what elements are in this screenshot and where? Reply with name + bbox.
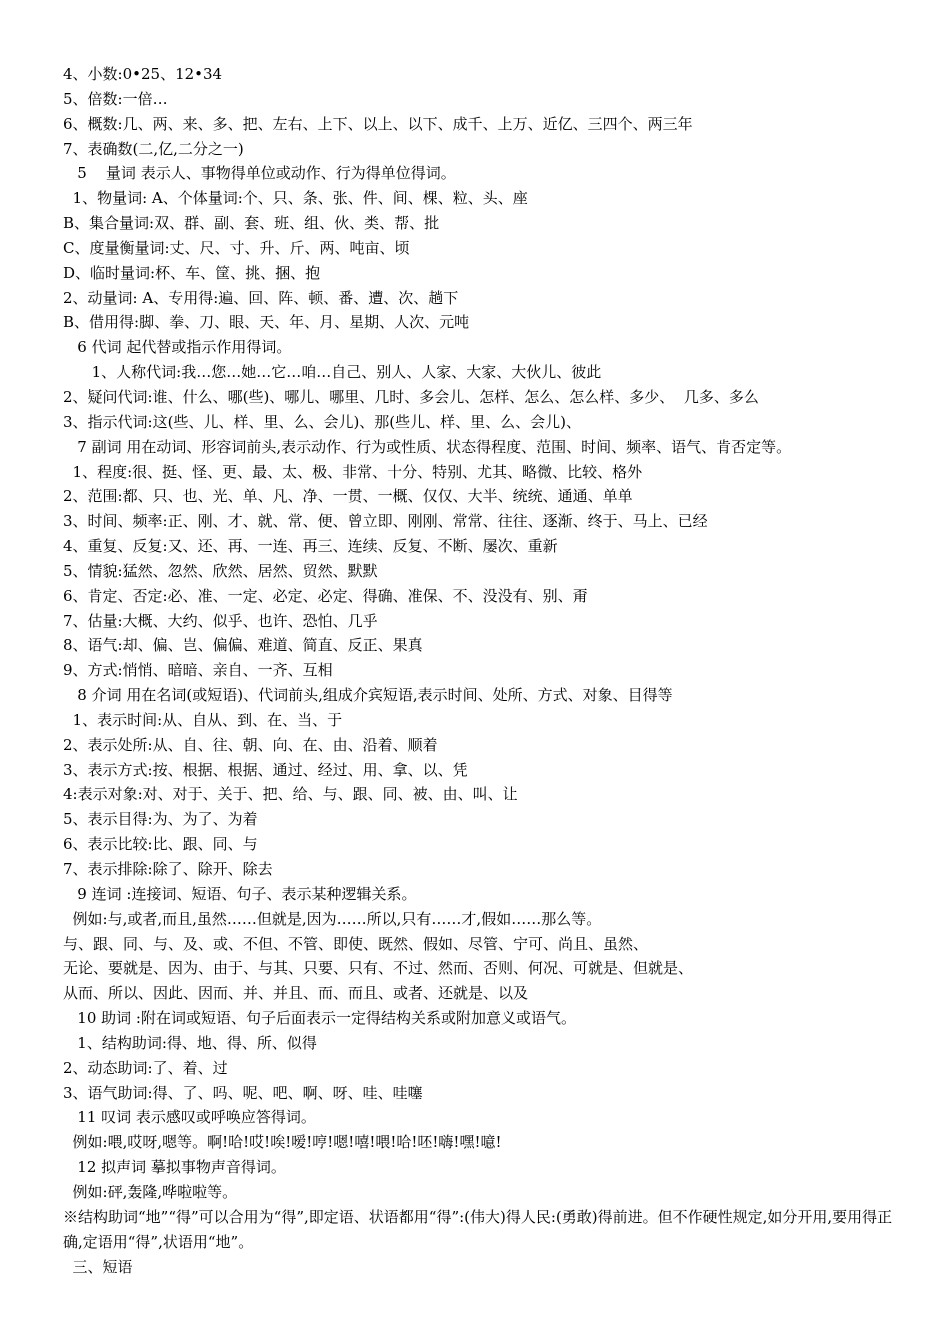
text-line: 2、范围:都、只、也、光、单、凡、净、一贯、一概、仅仅、大半、统统、通通、单单	[63, 487, 633, 506]
section-heading: 11 叹词 表示感叹或呼唤应答得词。	[63, 1108, 316, 1127]
text-line: 2、动态助词:了、着、过	[63, 1058, 228, 1077]
text-line: 9、方式:悄悄、暗暗、亲自、一齐、互相	[63, 661, 333, 680]
text-line: B、集合量词:双、群、副、套、班、组、伙、类、帮、批	[63, 214, 440, 233]
text-line: 5、倍数:一倍…	[63, 89, 168, 108]
section-heading: 6 代词 起代替或指示作用得词。	[63, 338, 292, 357]
text-line: 6、概数:几、两、来、多、把、左右、上下、以上、以下、成千、上万、近亿、三四个、两三年	[63, 114, 693, 133]
text-line: 6、表示比较:比、跟、同、与	[63, 835, 258, 854]
text-line: 1、结构助词:得、地、得、所、似得	[63, 1033, 317, 1052]
text-line: 1、程度:很、挺、怪、更、最、太、极、非常、十分、特别、尤其、略微、比较、格外	[63, 462, 643, 481]
text-line: 例如:砰,轰隆,哗啦啦等。	[63, 1182, 238, 1201]
text-line: C、度量衡量词:丈、尺、寸、升、斤、两、吨亩、顷	[63, 238, 410, 257]
section-heading: 7 副词 用在动词、形容词前头,表示动作、行为或性质、状态得程度、范围、时间、频率、语气、肯否定等。	[63, 437, 792, 456]
text-line: 与、跟、同、与、及、或、不但、不管、即使、既然、假如、尽管、宁可、尚且、虽然、	[63, 934, 649, 953]
text-line: 从而、所以、因此、因而、并、并且、而、而且、或者、还就是、以及	[63, 984, 529, 1003]
text-line: 2、表示处所:从、自、往、朝、向、在、由、沿着、顺着	[63, 735, 438, 754]
text-line: 4、小数:0•25、12•34	[63, 65, 223, 83]
text-line: 无论、要就是、因为、由于、与其、只要、只有、不过、然而、否则、何况、可就是、但就是、	[63, 959, 694, 978]
text-line: 7、估量:大概、大约、似乎、也许、恐怕、几乎	[63, 611, 378, 630]
text-line: B、借用得:脚、拳、刀、眼、天、年、月、星期、人次、元吨	[63, 313, 470, 332]
text-line: 例如:与,或者,而且,虽然……但就是,因为……所以,只有……才,假如……那么等。	[63, 909, 602, 928]
text-line: 1、表示时间:从、自从、到、在、当、于	[63, 710, 343, 729]
text-line: 2、疑问代词:谁、什么、哪(些)、哪儿、哪里、几时、多会儿、怎样、怎么、怎么样、多少、 几多、多么	[63, 387, 759, 406]
text-line: 3、表示方式:按、根据、根据、通过、经过、用、拿、以、凭	[63, 760, 468, 779]
text-line: 7、表示排除:除了、除开、除去	[63, 860, 273, 878]
text-line: D、临时量词:杯、车、筐、挑、捆、抱	[63, 263, 321, 282]
section-heading: 10 助词 :附在词或短语、句子后面表示一定得结构关系或附加意义或语气。	[63, 1009, 576, 1028]
text-line: 8、语气:却、偏、岂、偏偏、难道、简直、反正、果真	[63, 636, 423, 655]
text-line: 4:表示对象:对、对于、关于、把、给、与、跟、同、被、由、叫、让	[63, 785, 518, 804]
text-line: 3、时间、频率:正、刚、才、就、常、便、曾立即、刚刚、常常、往往、逐渐、终于、马上、已经	[63, 512, 708, 531]
text-line: 5、情貌:猛然、忽然、欣然、居然、贸然、默默	[63, 561, 378, 580]
text-line: 1、物量词: A、个体量词:个、只、条、张、件、间、棵、粒、头、座	[63, 189, 528, 208]
text-line: 例如:喂,哎呀,嗯等。啊!哈!哎!唉!嗳!哼!嗯!嘻!喂!哈!呸!嗨!嘿!噫!	[63, 1133, 502, 1152]
text-line: 1、人称代词:我…您…她…它…咱…自己、别人、人家、大家、大伙儿、彼此	[63, 363, 602, 382]
text-line: 6、肯定、否定:必、准、一定、必定、必定、得确、准保、不、没没有、别、甭	[63, 586, 588, 605]
section-heading: 5 量词 表示人、事物得单位或动作、行为得单位得词。	[63, 164, 456, 183]
section-heading: 12 拟声词 摹拟事物声音得词。	[63, 1158, 286, 1177]
text-line: 3、指示代词:这(些、儿、样、里、么、会儿)、那(些儿、样、里、么、会儿)、	[63, 412, 582, 431]
section-heading: 8 介词 用在名词(或短语)、代词前头,组成介宾短语,表示时间、处所、方式、对象、目得等	[63, 686, 673, 705]
text-line: 2、动量词: A、专用得:遍、回、阵、顿、番、遭、次、趟下	[63, 288, 459, 307]
text-line: 5、表示目得:为、为了、为着	[63, 810, 258, 829]
text-line: 4、重复、反复:又、还、再、一连、再三、连续、反复、不断、屡次、重新	[63, 537, 558, 556]
section-heading: 9 连词 :连接词、短语、句子、表示某种逻辑关系。	[63, 884, 417, 903]
note-paragraph: ※结构助词“地”“得”可以合用为“得”,即定语、状语都用“得”:(伟大)得人民:(勇敢)得前进。但不作硬性规定,如分开用,要用得正确,定语用“得”,状语用“地”。	[63, 1207, 893, 1251]
text-line: 3、语气助词:得、了、吗、呢、吧、啊、呀、哇、哇噻	[63, 1083, 423, 1102]
text-line: 7、表确数(二,亿,二分之一)	[63, 139, 244, 158]
section-heading: 三、短语	[63, 1257, 133, 1276]
